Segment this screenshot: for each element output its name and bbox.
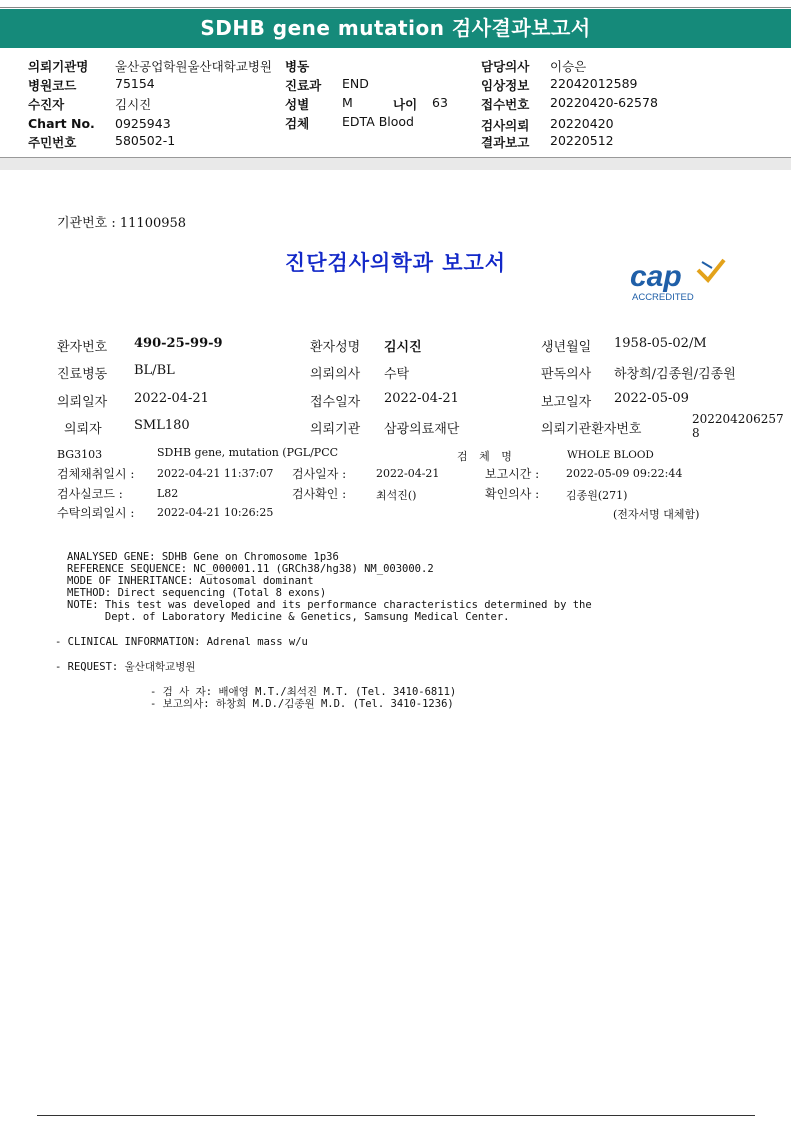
patient-value: 2022-04-21 xyxy=(134,391,209,406)
confirm-value: 최석진() xyxy=(376,489,417,502)
patient-label: 의뢰일자 xyxy=(57,395,108,410)
collect-label: 검체채취일시 : xyxy=(57,467,135,481)
header-label: 의뢰기관명 xyxy=(28,59,89,74)
header-label: 담당의사 xyxy=(481,59,530,74)
room-code-value: L82 xyxy=(157,487,179,500)
header-label: 결과보고 xyxy=(481,135,530,150)
patient-value: 하창희/김종원/김종원 xyxy=(614,367,736,382)
patient-value: SML180 xyxy=(134,418,190,433)
header-label: 검사의뢰 xyxy=(481,118,530,133)
header-value: 580502-1 xyxy=(115,133,176,148)
report-time-label: 보고시간 : xyxy=(485,467,540,481)
test-date-value: 2022-04-21 xyxy=(376,467,440,480)
report-body-line: Dept. of Laboratory Medicine & Genetics, Samsung Medical Center. xyxy=(67,611,510,623)
patient-label: 의뢰자 xyxy=(64,422,102,437)
patient-ref-no-cont: 8 xyxy=(692,426,700,440)
specimen-value: WHOLE BLOOD xyxy=(567,449,654,461)
header-value: M xyxy=(342,95,353,110)
title-top-line xyxy=(0,7,791,8)
patient-value: 2022-04-21 xyxy=(384,391,459,406)
header-label: 병동 xyxy=(285,59,310,74)
test-date-label: 검사일자 : xyxy=(292,467,347,481)
test-code: BG3103 xyxy=(57,448,103,461)
institution-number: 기관번호 : 11100958 xyxy=(57,216,187,231)
patient-label: 접수일자 xyxy=(310,395,361,410)
patient-value: 삼광의료재단 xyxy=(384,422,460,437)
specimen-label: 검 체 명 xyxy=(457,450,516,463)
header-label: 진료과 xyxy=(285,78,322,93)
patient-label: 의뢰의사 xyxy=(310,367,361,382)
header-value: 0925943 xyxy=(115,116,171,131)
patient-label: 환자성명 xyxy=(310,340,361,355)
confirm-label: 검사확인 : xyxy=(292,487,347,501)
header-label: 접수번호 xyxy=(481,97,530,112)
report-title: 진단검사의학과 보고서 xyxy=(284,251,507,275)
header-value: 20220512 xyxy=(550,133,614,148)
staff-line-reporter: - 보고의사: 하창희 M.D./김종원 M.D. (Tel. 3410-1236) xyxy=(150,698,454,710)
report-body-line: ANALYSED GENE: SDHB Gene on Chromosome 1p36 xyxy=(67,551,339,563)
doctor-label: 확인의사 : xyxy=(485,487,540,501)
patient-value: 1958-05-02/M xyxy=(614,336,707,351)
patient-value: 2022-05-09 xyxy=(614,391,689,406)
header-value: END xyxy=(342,76,369,91)
header-label: 주민번호 xyxy=(28,135,77,150)
staff-line-tester: - 검 사 자: 배애영 M.T./최석진 M.T. (Tel. 3410-6811) xyxy=(150,686,457,698)
header-label: 병원코드 xyxy=(28,78,77,93)
header-value: 22042012589 xyxy=(550,76,638,91)
collect-value: 2022-04-21 11:37:07 xyxy=(157,467,274,480)
request-info: - REQUEST: 울산대학교병원 xyxy=(55,661,196,673)
cap-accredited-logo xyxy=(628,258,728,304)
room-code-label: 검사실코드 : xyxy=(57,487,123,501)
header-label: 성별 xyxy=(285,97,310,112)
header-label: 수진자 xyxy=(28,97,65,112)
doctor-value: 김종원(271) xyxy=(566,489,628,502)
patient-label: 진료병동 xyxy=(57,367,108,382)
patient-value: 수탁 xyxy=(384,367,410,382)
patient-label: 의뢰기관 xyxy=(310,422,361,437)
report-body-line: REFERENCE SEQUENCE: NC_000001.11 (GRCh38/hg38) NM_003000.2 xyxy=(67,563,434,575)
header-gray-band xyxy=(0,158,791,170)
patient-label: 환자번호 xyxy=(57,340,108,355)
consign-value: 2022-04-21 10:26:25 xyxy=(157,506,274,519)
patient-value: 김시진 xyxy=(384,340,422,355)
header-label: 검체 xyxy=(285,116,310,131)
cap-accredited-text: ACCREDITED xyxy=(632,292,694,303)
header-value: 울산공업학원울산대학교병원 xyxy=(115,59,272,74)
consign-label: 수탁의뢰일시 : xyxy=(57,506,135,520)
header-label: 임상정보 xyxy=(481,78,530,93)
header-value: 김시진 xyxy=(115,97,152,112)
header-value: 20220420-62578 xyxy=(550,95,658,110)
cap-logo-text: cap xyxy=(630,260,682,293)
patient-label: 생년월일 xyxy=(541,340,592,355)
patient-label: 의뢰기관환자번호 xyxy=(541,422,642,437)
footer-rule xyxy=(37,1115,755,1116)
header-label: Chart No. xyxy=(28,116,95,131)
patient-value: BL/BL xyxy=(134,363,175,378)
test-name: SDHB gene, mutation (PGL/PCC xyxy=(157,446,339,459)
report-time-value: 2022-05-09 09:22:44 xyxy=(566,467,683,480)
header-value: EDTA Blood xyxy=(342,114,414,129)
header-value: 75154 xyxy=(115,76,155,91)
age-value: 63 xyxy=(432,95,448,110)
patient-label: 보고일자 xyxy=(541,395,592,410)
header-value: 20220420 xyxy=(550,116,614,131)
header-value: 이승은 xyxy=(550,59,587,74)
clinical-info: - CLINICAL INFORMATION: Adrenal mass w/u xyxy=(55,636,308,648)
age-label: 나이 xyxy=(393,97,418,112)
document-title: SDHB gene mutation 검사결과보고서 xyxy=(0,9,791,48)
patient-value: 490-25-99-9 xyxy=(134,336,223,351)
report-body-line: METHOD: Direct sequencing (Total 8 exons) xyxy=(67,587,327,599)
patient-value: 202204206257 xyxy=(692,412,784,426)
report-body-line: NOTE: This test was developed and its performance characteristics determined by the xyxy=(67,599,592,611)
report-body-line: MODE OF INHERITANCE: Autosomal dominant xyxy=(67,575,314,587)
esign-note: (전자서명 대체함) xyxy=(613,508,700,521)
patient-label: 판독의사 xyxy=(541,367,592,382)
